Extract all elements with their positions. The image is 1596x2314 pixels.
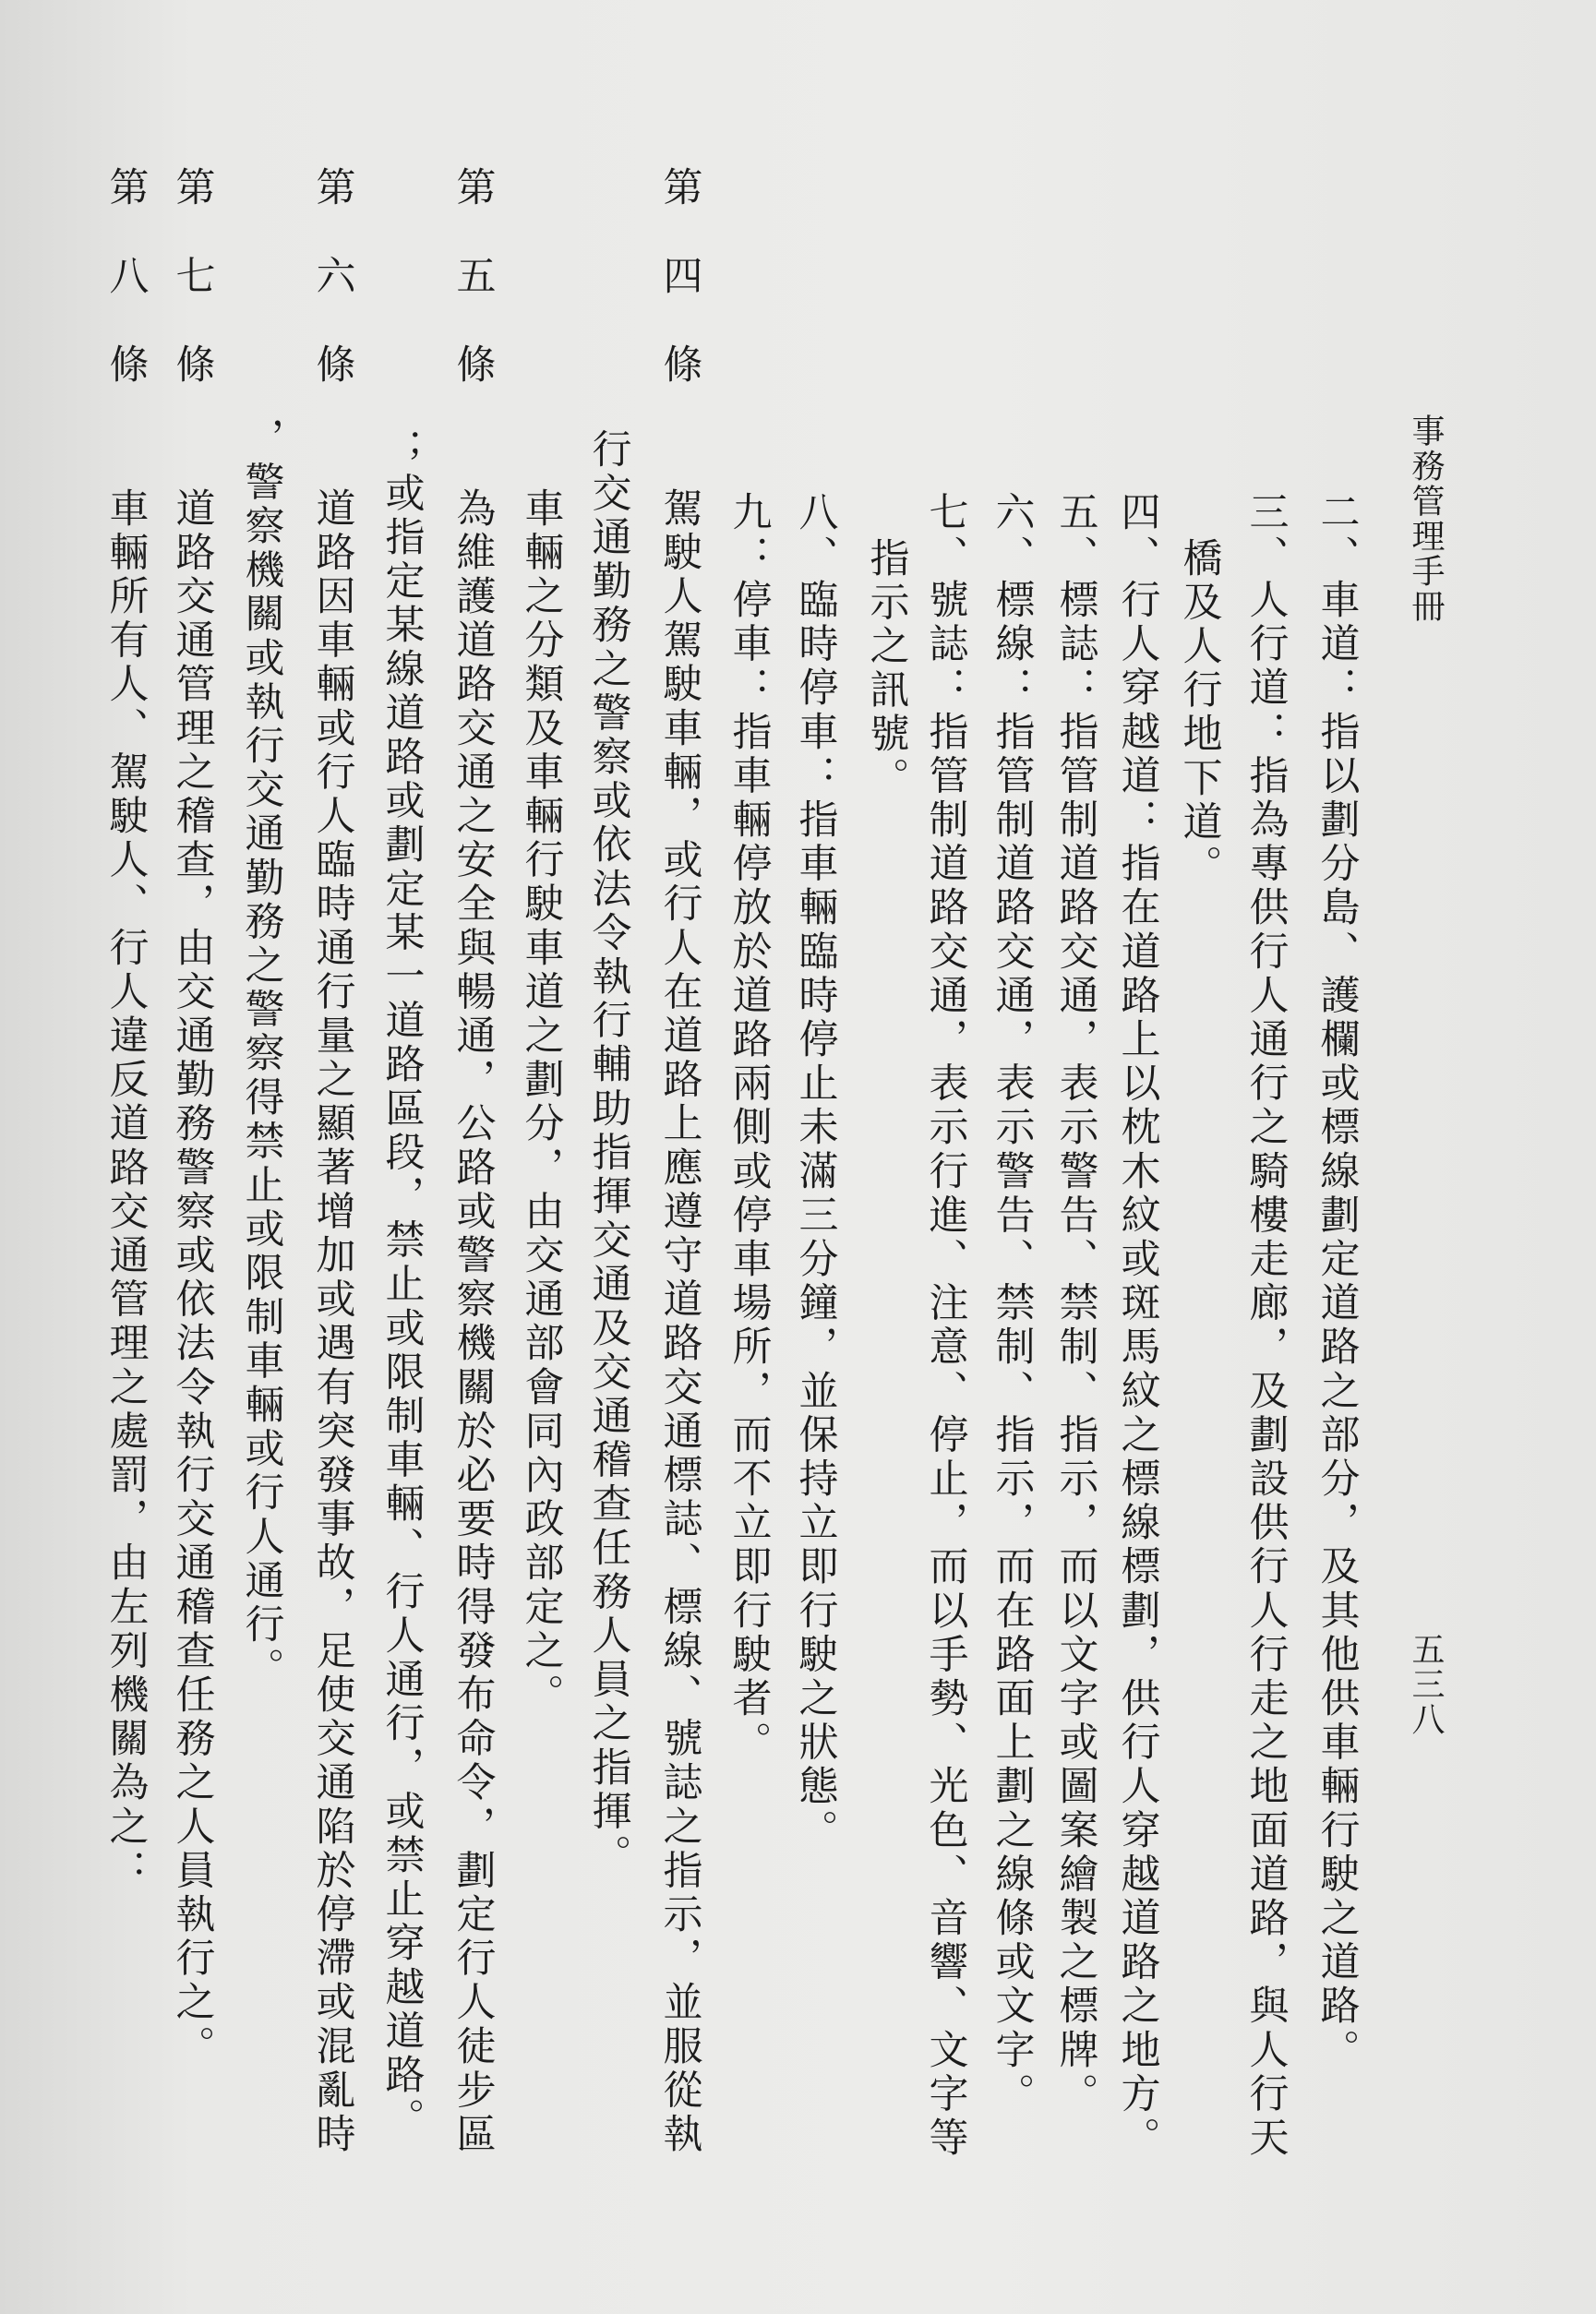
definition-item-9: 九：停車：指車輛停放於道路兩側或停車場所，而不立即行駛者。 [726, 491, 773, 1766]
article-4-text-continued: 行交通勤務之警察或依法令執行輔助指揮交通及交通稽查任務人員之指揮。 [585, 428, 632, 1878]
article-6-text-continued: ，警察機關或執行交通勤務之警察得禁止或限制車輛或行人通行。 [238, 417, 285, 1692]
article-5-label: 第五條 [450, 166, 497, 432]
definition-item-7: 七、號誌：指管制道路交通，表示行進、注意、停止，而以手勢、光色、音響、文字等 [922, 491, 969, 2161]
book-title: 事務管理手冊 [1407, 414, 1445, 624]
article-6-label: 第六條 [309, 166, 356, 432]
article-8-label: 第八條 [102, 166, 150, 432]
article-7-label: 第七條 [169, 166, 216, 432]
definition-item-4: 四、行人穿越道：指在道路上以枕木紋或斑馬紋之標線標劃，供行人穿越道路之地方。 [1114, 491, 1161, 2161]
definition-item-2: 二、車道：指以劃分島、護欄或標線劃定道路之部分，及其他供車輛行駛之道路。 [1314, 491, 1361, 2073]
page-number: 五三八 [1407, 1632, 1445, 1737]
article-4-text: 駕駛人駕駛車輛，或行人在道路上應遵守道路交通標誌、標線、號誌之指示，並服從執 [656, 487, 703, 2157]
article-8-text: 車輛所有人、駕駛人、行人違反道路交通管理之處罰，由左列機關為之： [102, 487, 150, 1894]
article-6-text: 道路因車輛或行人臨時通行量之顯著增加或遇有突發事故，足使交通陷於停滯或混亂時 [309, 487, 356, 2157]
article-4-label: 第四條 [656, 166, 703, 432]
definition-item-3-continued: 橋及人行地下道。 [1176, 537, 1223, 889]
definition-item-7-continued: 指示之訊號。 [863, 537, 910, 801]
definition-item-8: 八、臨時停車：指車輛臨時停止未滿三分鐘，並保持立即行駛之狀態。 [792, 491, 839, 1853]
article-7-text: 道路交通管理之稽查，由交通勤務警察或依法令執行交通稽查任務之人員執行之。 [169, 487, 216, 2069]
definition-item-5: 五、標誌：指管制道路交通，表示警告、禁制、指示，而以文字或圖案繪製之標牌。 [1052, 491, 1099, 2117]
article-5-text-continued: ；或指定某線道路或劃定某一道路區段，禁止或限制車輛、行人通行，或禁止穿越道路。 [378, 428, 426, 2142]
definition-item-3: 三、人行道：指為專供行人通行之騎樓走廊，及劃設供行人行走之地面道路，與人行天 [1242, 491, 1290, 2161]
definition-item-6: 六、標線：指管制道路交通，表示警告、禁制、指示，而在路面上劃之線條或文字。 [989, 491, 1036, 2117]
article-5-text: 為維護道路交通之安全與暢通，公路或警察機關於必要時得發布命令，劃定行人徒步區 [450, 487, 497, 2157]
article-4-paragraph-2: 車輛之分類及車輛行駛車道之劃分，由交通部會同內政部定之。 [518, 487, 565, 1718]
